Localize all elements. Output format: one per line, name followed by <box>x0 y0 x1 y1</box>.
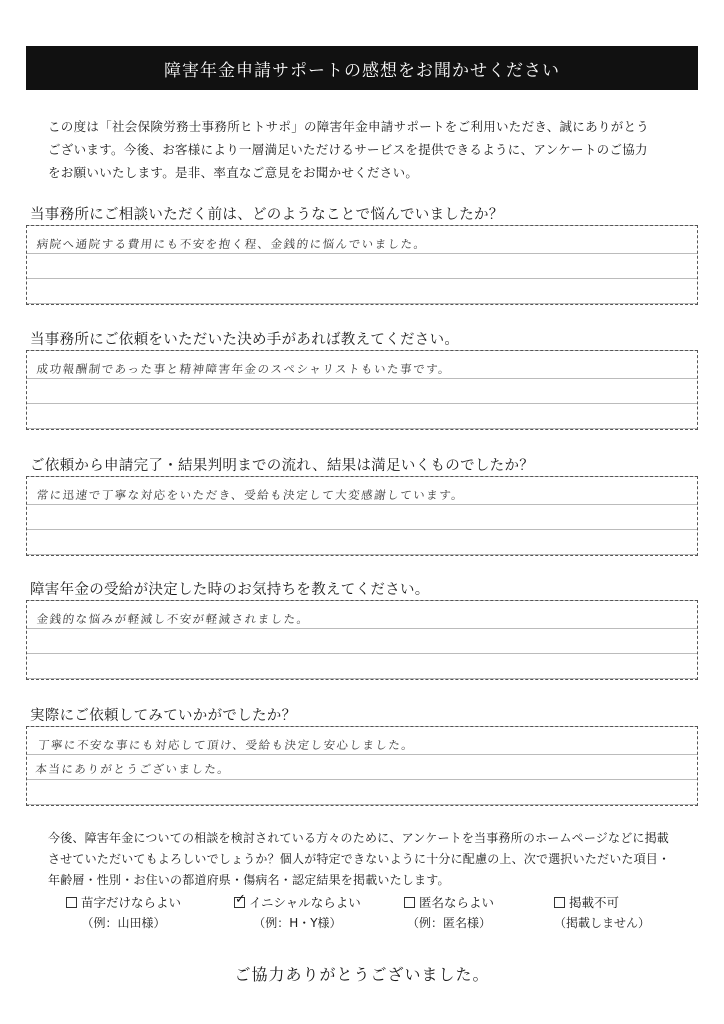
intro-text <box>48 115 688 184</box>
answer-line: 常に迅速で丁寧な対応をいただき、受給も決定して大変感謝しています。 <box>35 488 466 502</box>
answer-line: 成功報酬制であった事と精神障害年金のスペシャリストもいた事です。 <box>35 362 452 376</box>
intro-line: をお願いいたします。是非、率直なご意見をお聞かせください。 <box>48 165 419 180</box>
question-1-answer-box <box>26 225 698 305</box>
check-mark-icon: ✓ <box>235 891 246 907</box>
intro-line: ございます。今後、お客様により一層満足いただけるサービスを提供できるように、アンケートのご協力 <box>48 142 648 157</box>
question-3-answer-box <box>26 476 698 556</box>
question-3-answer <box>25 477 698 507</box>
consent-line: させていただいてもよろしいでしょうか？個人が特定できないように十分に配慮の上、次で選択いただいた項目・ <box>48 852 671 866</box>
question-2-answer <box>25 351 698 381</box>
checkbox-anonymous[interactable] <box>404 897 415 908</box>
option-anonymous[interactable] <box>404 893 494 931</box>
question-2-answer-box <box>26 350 698 430</box>
option-label: 苗字だけならよい <box>81 895 182 910</box>
question-5-label: 実際にご依頼してみていかがでしたか？ <box>30 708 297 724</box>
option-example: （例：山田様） <box>81 916 166 930</box>
answer-line: 病院へ通院する費用にも不安を抱く程、金銭的に悩んでいました。 <box>35 237 428 251</box>
question-4-answer-box <box>26 600 698 680</box>
question-3-label: ご依頼から申請完了・結果判明までの流れ、結果は満足いくものでしたか？ <box>30 458 535 474</box>
option-example: （例：匿名様） <box>407 916 492 930</box>
option-label: 匿名ならよい <box>419 895 495 910</box>
consent-text <box>48 828 688 891</box>
answer-line: 丁寧に不安な事にも対応して頂け、受給も決定し安心しました。 <box>37 738 416 752</box>
option-label: イニシャルならよい <box>249 895 361 910</box>
option-surname[interactable] <box>66 893 181 931</box>
checkbox-no-publish[interactable] <box>554 897 565 908</box>
consent-options <box>0 893 724 933</box>
option-example: （掲載しません） <box>554 916 651 930</box>
answer-line: 本当にありがとうございました。 <box>34 762 232 776</box>
question-1-label: 当事務所にご相談いただく前は、どのようなことで悩んでいましたか？ <box>30 207 504 223</box>
question-2-label: 当事務所にご依頼をいただいた決め手があれば教えてください。 <box>30 332 460 348</box>
question-5-answer-box <box>26 726 698 806</box>
question-1-answer <box>25 226 698 256</box>
checkbox-surname[interactable] <box>66 897 77 908</box>
consent-line: 今後、障害年金についての相談を検討されている方々のために、アンケートを当事務所のホームページなどに掲載 <box>48 831 670 845</box>
intro-line: この度は「社会保険労務士事務所ヒトサポ」の障害年金申請サポートをご利用いただき、誠にありがとう <box>48 119 650 134</box>
option-no-publish[interactable] <box>554 893 650 931</box>
survey-title-bar <box>26 46 698 90</box>
survey-title: 障害年金申請サポートの感想をお聞かせください <box>164 60 560 81</box>
answer-line: 金銭的な悩みが軽減し不安が軽減されました。 <box>35 612 311 626</box>
option-example: （例：H・Y様） <box>253 916 342 930</box>
option-initials[interactable] <box>234 893 361 931</box>
question-4-answer <box>25 601 698 631</box>
consent-line: 年齢層・性別・お住いの都道府県・傷病名・認定結果を掲載いたします。 <box>48 873 450 887</box>
option-label: 掲載不可 <box>569 895 620 910</box>
thanks-message: ご協力ありがとうございました。 <box>234 965 490 984</box>
question-5-answer <box>24 727 700 781</box>
question-4-label: 障害年金の受給が決定した時のお気持ちを教えてください。 <box>30 582 430 598</box>
checkbox-initials[interactable] <box>234 891 246 908</box>
